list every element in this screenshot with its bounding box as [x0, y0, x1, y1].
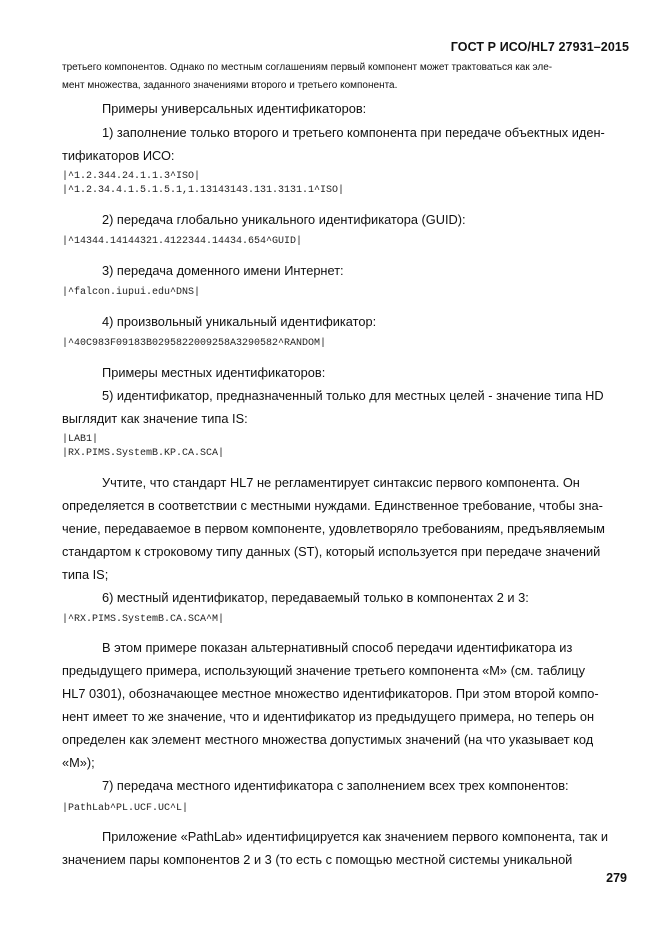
item-5-code-2: |RX.PIMS.SystemB.KP.CA.SCA|: [62, 448, 225, 459]
note-1-line-4: стандартом к строковому типу данных (ST), который используется при передаче значений: [62, 544, 601, 559]
item-7-code: |PathLab^PL.UCF.UC^L|: [62, 803, 189, 814]
note-2-line-4: нент имеет то же значение, что и идентификатор из предыдущего примера, но теперь он: [62, 709, 595, 724]
examples-universal-heading: Примеры универсальных идентификаторов:: [102, 101, 367, 116]
final-line-2: значением пары компонентов 2 и 3 (то есть с помощью местной системы уникальной: [62, 852, 573, 867]
intro-line-2: мент множества, заданного значениями второго и третьего компонента.: [62, 80, 398, 91]
note-1-line-3: чение, передаваемое в первом компоненте, удовлетворяло требованиям, предъявляемым: [62, 521, 605, 536]
item-4-text: 4) произвольный уникальный идентификатор:: [102, 314, 377, 329]
note-2-line-2: предыдущего примера, использующий значение третьего компонента «M» (см. таблицу: [62, 663, 586, 678]
note-2-line-3: HL7 0301), обозначающее местное множество идентификаторов. При этом второй компо-: [62, 686, 599, 701]
item-1-line-1: 1) заполнение только второго и третьего компонента при передаче объектных иден-: [102, 125, 605, 140]
item-1-code-1: |^1.2.344.24.1.1.3^ISO|: [62, 171, 201, 182]
note-2-paragraph: [62, 636, 630, 774]
note-1-line-1: Учтите, что стандарт HL7 не регламентирует синтаксис первого компонента. Он: [102, 475, 580, 490]
note-1-line-2: определяется в соответствии с местными нуждами. Единственное требование, чтобы зна-: [62, 498, 603, 513]
item-4-code: |^40C983F09183B0295822009258A3290582^RANDOM|: [62, 338, 327, 349]
note-2-line-6: «M»);: [62, 755, 95, 770]
item-6-code: |^RX.PIMS.SystemB.CA.SCA^M|: [62, 614, 225, 625]
item-2-text: 2) передача глобально уникального идентификатора (GUID):: [102, 212, 466, 227]
final-paragraph: [62, 825, 630, 871]
item-6-text: 6) местный идентификатор, передаваемый только в компонентах 2 и 3:: [102, 590, 529, 605]
item-3-code: |^falcon.iupui.edu^DNS|: [62, 287, 201, 298]
page-number: 279: [606, 871, 627, 885]
note-2-line-5: определен как элемент местного множества допустимых значений (на что указывает код: [62, 732, 594, 747]
item-1-paragraph: [62, 121, 630, 167]
item-5-line-2: выглядит как значение типа IS:: [62, 411, 248, 426]
item-1-line-2: тификаторов ИСО:: [62, 148, 175, 163]
intro-paragraph: [62, 59, 630, 95]
item-5-code-1: |LAB1|: [62, 434, 99, 445]
item-3-text: 3) передача доменного имени Интернет:: [102, 263, 344, 278]
note-2-line-1: В этом примере показан альтернативный способ передачи идентификатора из: [102, 640, 573, 655]
item-5-paragraph: [62, 384, 630, 430]
examples-local-heading: Примеры местных идентификаторов:: [102, 365, 326, 380]
item-2-code: |^14344.14144321.4122344.14434.654^GUID|: [62, 236, 303, 247]
note-1-line-5: типа IS;: [62, 567, 109, 582]
note-1-paragraph: [62, 471, 630, 586]
item-1-code-2: |^1.2.34.4.1.5.1.5.1,1.13143143.131.3131.1^ISO|: [62, 185, 345, 196]
item-7-text: 7) передача местного идентификатора с заполнением всех трех компонентов:: [102, 778, 569, 793]
item-5-line-1: 5) идентификатор, предназначенный только для местных целей - значение типа HD: [102, 388, 604, 403]
document-header: ГОСТ Р ИСО/HL7 27931–2015: [450, 40, 629, 54]
final-line-1: Приложение «PathLab» идентифицируется как значением первого компонента, так и: [102, 829, 608, 844]
intro-line-1: третьего компонентов. Однако по местным соглашениям первый компонент может трактоваться как эле-: [62, 62, 553, 73]
